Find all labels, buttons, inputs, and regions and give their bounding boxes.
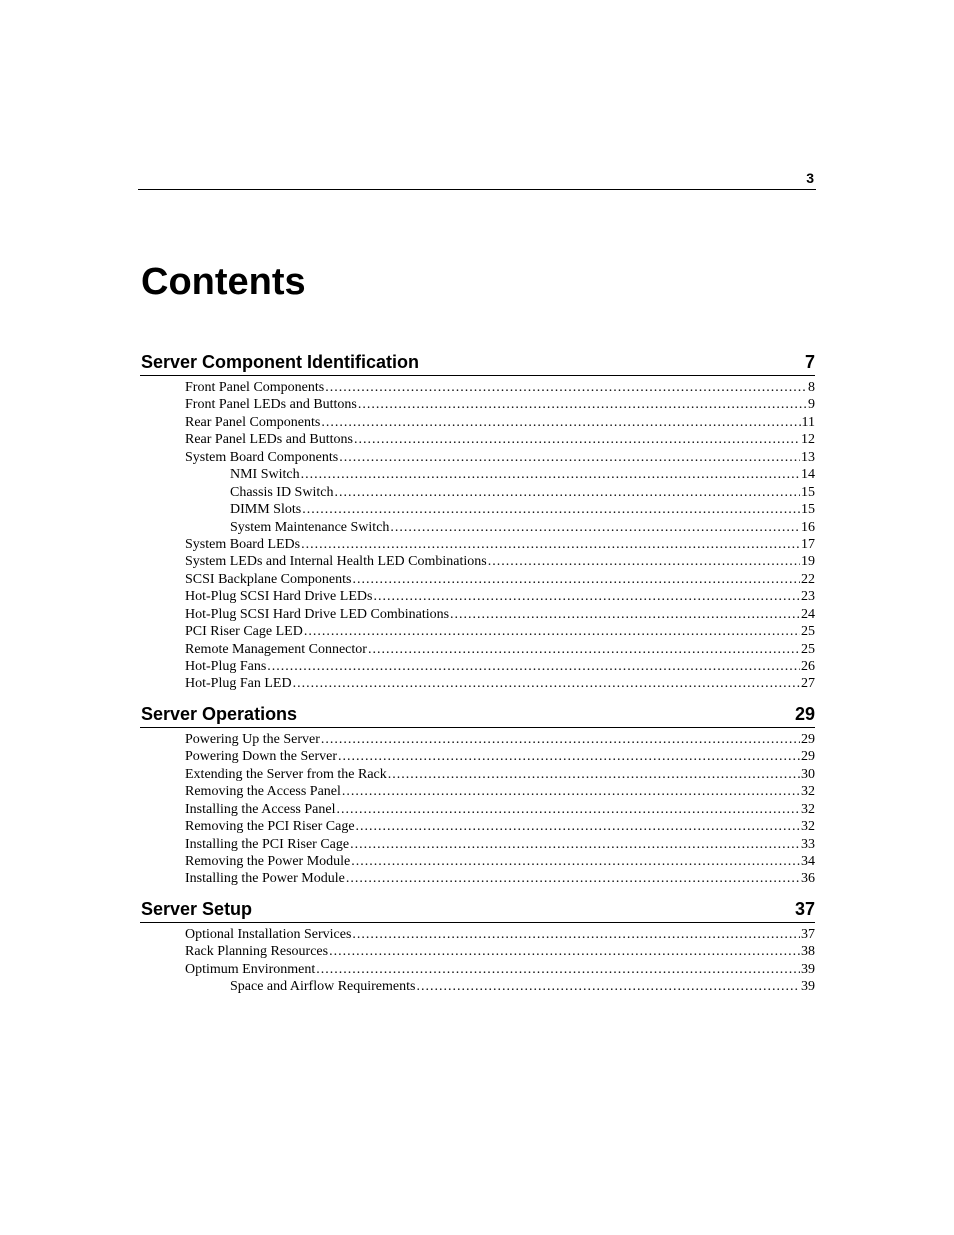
dot-leader: [351, 853, 800, 870]
toc-entry-page: 12: [801, 432, 815, 448]
toc-section-title: Server Setup: [141, 898, 253, 919]
toc-section-title: Server Operations: [141, 703, 298, 724]
toc-entry[interactable]: [140, 836, 815, 853]
toc-entry[interactable]: [140, 801, 815, 818]
toc-entry-title: Optimum Environment: [185, 961, 316, 977]
toc-entry[interactable]: [140, 466, 815, 483]
toc-section: [140, 702, 815, 888]
toc-entry-page: 19: [801, 554, 815, 570]
toc-entry-title: Hot-Plug Fan LED: [185, 676, 292, 692]
toc-entry[interactable]: [140, 818, 815, 835]
toc-section-page: 29: [794, 703, 815, 724]
toc-entry-title: Removing the PCI Riser Cage: [185, 819, 355, 835]
toc-entry[interactable]: [140, 588, 815, 605]
toc-entry-page: 32: [801, 819, 815, 835]
toc-entry-page: 17: [801, 536, 815, 552]
toc-entry[interactable]: [140, 484, 815, 501]
toc-entry-title: SCSI Backplane Components: [185, 571, 352, 587]
toc-entry-title: Front Panel Components: [185, 380, 325, 395]
dot-leader: [352, 571, 800, 588]
toc-entry-title: Chassis ID Switch: [230, 484, 334, 500]
dot-leader: [329, 943, 800, 960]
toc-section-title: Server Component Identification: [141, 352, 420, 372]
toc-entry-page: 37: [801, 926, 815, 942]
toc-entry[interactable]: [140, 658, 815, 675]
toc-entry-title: Removing the Power Module: [185, 853, 351, 869]
toc-entry-page: 29: [801, 731, 815, 747]
toc-section-page: 7: [804, 352, 815, 372]
dot-leader: [338, 748, 800, 765]
toc-entry[interactable]: [140, 379, 815, 396]
toc-entry-title: Rack Planning Resources: [185, 944, 329, 960]
dot-leader: [336, 801, 800, 818]
toc-entry[interactable]: [140, 431, 815, 448]
toc-entry-title: Space and Airflow Requirements: [230, 979, 416, 995]
dot-leader: [325, 379, 807, 396]
toc-entry[interactable]: [140, 519, 815, 536]
toc-entry-page: 24: [801, 606, 815, 622]
dot-leader: [301, 466, 800, 483]
toc-entry-page: 16: [801, 519, 815, 535]
table-of-contents: [140, 350, 815, 1005]
toc-entry-page: 15: [801, 502, 815, 518]
toc-entry-page: 34: [801, 853, 815, 869]
toc-entry-title: Installing the Power Module: [185, 871, 345, 887]
dot-leader: [339, 449, 800, 466]
dot-leader: [356, 818, 800, 835]
toc-section: [140, 350, 815, 693]
toc-entry-page: 25: [801, 624, 815, 640]
toc-entry[interactable]: [140, 853, 815, 870]
toc-entry-page: 8: [808, 380, 815, 395]
dot-leader: [342, 783, 800, 800]
dot-leader: [416, 978, 800, 995]
toc-entry[interactable]: [140, 731, 815, 748]
dot-leader: [316, 961, 800, 978]
toc-entry-page: 23: [801, 589, 815, 605]
toc-section-page: 37: [794, 898, 815, 919]
toc-entry[interactable]: [140, 536, 815, 553]
dot-leader: [321, 414, 800, 431]
toc-entry-page: 38: [801, 944, 815, 960]
toc-entry-title: Remote Management Connector: [185, 641, 367, 657]
toc-entry-title: Rear Panel LEDs and Buttons: [185, 432, 353, 448]
toc-entry-page: 29: [801, 749, 815, 765]
toc-entry[interactable]: [140, 961, 815, 978]
dot-leader: [373, 588, 800, 605]
toc-entry-title: Installing the Access Panel: [185, 801, 336, 817]
dot-leader: [358, 396, 807, 413]
toc-entry-page: 32: [801, 784, 815, 800]
dot-leader: [388, 766, 800, 783]
toc-entry-page: 39: [801, 979, 815, 995]
toc-entry-page: 26: [801, 659, 815, 674]
toc-entry-page: 11: [801, 414, 815, 430]
toc-entry-title: Rear Panel Components: [185, 414, 321, 430]
toc-entry-page: 9: [808, 397, 815, 413]
toc-entry-page: 30: [801, 766, 815, 782]
dot-leader: [350, 836, 800, 853]
dot-leader: [302, 501, 800, 518]
page-title: Contents: [141, 261, 306, 303]
toc-entry[interactable]: [140, 606, 815, 623]
toc-entry-title: Powering Up the Server: [185, 731, 320, 747]
toc-entry[interactable]: [140, 748, 815, 765]
dot-leader: [390, 519, 800, 536]
dot-leader: [321, 731, 800, 748]
dot-leader: [368, 641, 800, 658]
toc-entry-title: Extending the Server from the Rack: [185, 766, 387, 782]
toc-entry-page: 13: [801, 449, 815, 465]
toc-entry[interactable]: [140, 501, 815, 518]
toc-entry-title: PCI Riser Cage LED: [185, 624, 303, 640]
dot-leader: [488, 553, 800, 570]
dot-leader: [304, 623, 800, 640]
toc-entry-title: NMI Switch: [230, 467, 300, 483]
toc-entry[interactable]: [140, 766, 815, 783]
toc-entry[interactable]: [140, 641, 815, 658]
dot-leader: [334, 484, 800, 501]
dot-leader: [301, 536, 800, 553]
toc-entry-page: 27: [801, 676, 815, 692]
toc-entry-title: Removing the Access Panel: [185, 784, 341, 800]
toc-entry-title: Hot-Plug SCSI Hard Drive LEDs: [185, 589, 373, 605]
dot-leader: [450, 606, 800, 623]
toc-entry[interactable]: [140, 783, 815, 800]
header-rule: [138, 189, 816, 190]
toc-entry[interactable]: [140, 943, 815, 960]
toc-entry-title: System LEDs and Internal Health LED Combinations: [185, 554, 487, 570]
toc-entry[interactable]: [140, 623, 815, 640]
toc-entry-page: 15: [801, 484, 815, 500]
toc-entry-title: Front Panel LEDs and Buttons: [185, 397, 357, 413]
toc-entry[interactable]: [140, 571, 815, 588]
toc-entry-title: Powering Down the Server: [185, 749, 338, 765]
toc-entry-page: 36: [801, 871, 815, 887]
toc-entry[interactable]: [140, 926, 815, 943]
toc-section-heading[interactable]: [140, 897, 815, 923]
dot-leader: [346, 870, 800, 887]
toc-entry[interactable]: [140, 978, 815, 995]
toc-entry[interactable]: [140, 396, 815, 413]
toc-entry-page: 22: [801, 571, 815, 587]
toc-entry-page: 25: [801, 641, 815, 657]
toc-entry-title: System Board Components: [185, 449, 339, 465]
toc-entry-title: Hot-Plug Fans: [185, 659, 267, 674]
toc-entry-title: System Board LEDs: [185, 536, 301, 552]
dot-leader: [293, 675, 800, 692]
toc-entry-title: Hot-Plug SCSI Hard Drive LED Combinations: [185, 606, 450, 622]
toc-entry-title: DIMM Slots: [230, 502, 302, 518]
toc-entry[interactable]: [140, 449, 815, 466]
toc-entry-title: System Maintenance Switch: [230, 519, 390, 535]
dot-leader: [352, 926, 800, 943]
toc-section-heading[interactable]: [140, 350, 815, 376]
toc-entry-page: 32: [801, 801, 815, 817]
toc-entry[interactable]: [140, 675, 815, 692]
toc-entry-page: 14: [801, 467, 815, 483]
toc-entry-page: 33: [801, 836, 815, 852]
toc-entry[interactable]: [140, 553, 815, 570]
toc-section-heading[interactable]: [140, 702, 815, 728]
page-number: 3: [806, 170, 814, 186]
dot-leader: [354, 431, 800, 448]
toc-section: [140, 897, 815, 996]
dot-leader: [267, 658, 800, 675]
toc-entry-page: 39: [801, 961, 815, 977]
toc-entry-title: Optional Installation Services: [185, 926, 352, 942]
toc-entry[interactable]: [140, 414, 815, 431]
toc-entry-title: Installing the PCI Riser Cage: [185, 836, 350, 852]
toc-entry[interactable]: [140, 870, 815, 887]
